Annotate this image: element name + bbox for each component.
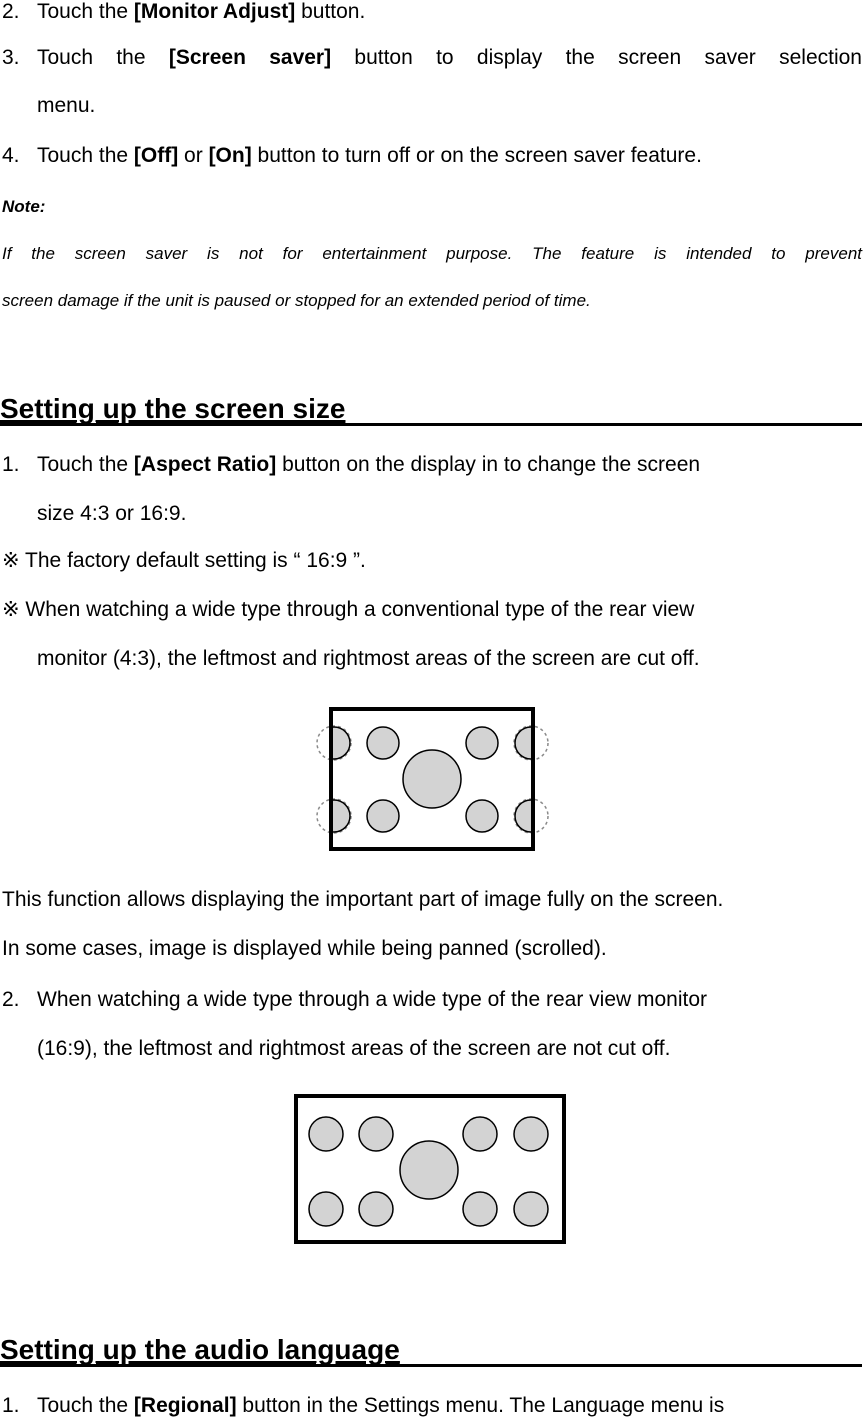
image-circle xyxy=(463,1117,497,1151)
step-text-cont: size 4:3 or 16:9. xyxy=(37,502,187,525)
step-number: 1. xyxy=(2,453,20,476)
image-circle xyxy=(514,1117,548,1151)
image-circle xyxy=(466,800,498,832)
step-text-mid: or xyxy=(178,144,209,167)
remark-wide-line-1: ※ When watching a wide type through a conventional type of the rear view xyxy=(2,598,695,621)
step-text-pre: Touch the xyxy=(37,1394,134,1417)
step-text xyxy=(37,144,702,168)
remark-text: monitor (4:3), the leftmost and rightmost areas of the screen are cut off. xyxy=(37,647,700,670)
image-circle xyxy=(463,1192,497,1226)
on-label: [On] xyxy=(208,144,252,167)
heading-text: Setting up the screen size xyxy=(0,393,346,424)
image-circle xyxy=(309,1117,343,1151)
step-text: When watching a wide type through a wide type of the rear view monitor xyxy=(37,988,708,1011)
step-text-post: button to turn off or on the screen saver feature. xyxy=(251,144,702,167)
image-circle xyxy=(318,800,350,832)
image-circle xyxy=(318,727,350,759)
image-circle xyxy=(367,727,399,759)
regional-label: [Regional] xyxy=(133,1394,237,1417)
step-text-post: button in the Settings menu. The Language menu is xyxy=(236,1394,725,1417)
heading-text: Setting up the audio language xyxy=(0,1334,400,1365)
image-circle xyxy=(466,727,498,759)
step-text-cont: (16:9), the leftmost and rightmost areas of the screen are not cut off. xyxy=(37,1037,671,1060)
step-number: 2. xyxy=(2,988,20,1011)
section-heading-audio-language xyxy=(0,1334,862,1367)
step-number: 1. xyxy=(2,1394,20,1417)
step-text xyxy=(37,1394,724,1418)
step-text-pre: Touch the xyxy=(37,0,134,23)
step-text-post: button to display the screen saver selection xyxy=(331,46,862,69)
step-text xyxy=(37,453,700,477)
function-para-line-1: This function allows displaying the important part of image fully on the screen. xyxy=(2,888,724,911)
function-para-line-2: In some cases, image is displayed while being panned (scrolled). xyxy=(2,937,607,960)
step-text-post: button on the display in to change the screen xyxy=(276,453,701,476)
off-label: [Off] xyxy=(133,144,179,167)
image-circle xyxy=(309,1192,343,1226)
image-circle xyxy=(359,1117,393,1151)
step-text-cont: menu. xyxy=(37,94,96,117)
center-circle xyxy=(400,1141,458,1199)
step-text-pre: Touch the xyxy=(37,46,169,69)
step-text xyxy=(37,46,862,70)
aspect-4-3-figure xyxy=(310,703,555,855)
step-text xyxy=(37,0,365,24)
monitor-adjust-label: [Monitor Adjust] xyxy=(133,0,296,23)
image-circle xyxy=(359,1192,393,1226)
remark-default: ※ The factory default setting is “ 16:9 ”. xyxy=(2,549,366,572)
image-circle xyxy=(514,1192,548,1226)
aspect-16-9-figure xyxy=(293,1093,567,1245)
center-circle xyxy=(403,750,461,808)
step-number: 2. xyxy=(2,0,20,23)
step-number: 4. xyxy=(2,144,20,167)
note-label: Note: xyxy=(2,197,46,216)
section-heading-screen-size xyxy=(0,393,862,426)
step-text-post: button. xyxy=(295,0,366,23)
image-circle xyxy=(367,800,399,832)
step-text-pre: Touch the xyxy=(37,144,134,167)
note-line-1: If the screen saver is not for entertainment purpose. The feature is intended to prevent xyxy=(2,244,862,263)
screen-saver-label: [Screen saver] xyxy=(168,46,332,69)
step-text-pre: Touch the xyxy=(37,453,134,476)
note-line-2: screen damage if the unit is paused or stopped for an extended period of time. xyxy=(2,291,591,310)
step-number: 3. xyxy=(2,46,20,69)
aspect-ratio-label: [Aspect Ratio] xyxy=(133,453,277,476)
